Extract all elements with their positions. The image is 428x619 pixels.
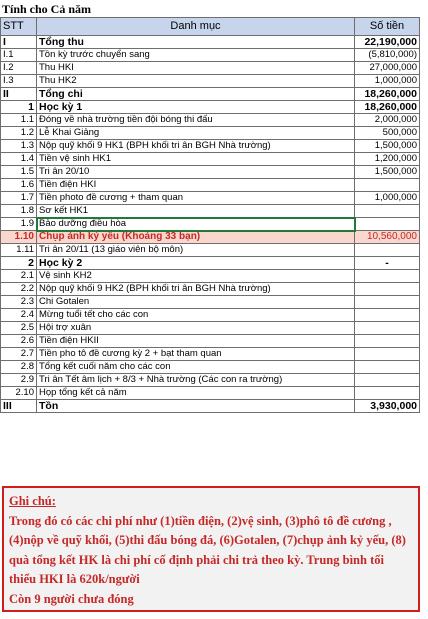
row-stt-cell[interactable]: 1.4 [1,153,37,166]
table-row [1,179,420,192]
row-category-cell[interactable]: Bảo dưỡng điều hòa [37,218,355,231]
row-category-cell[interactable]: Chụp ảnh kỷ yếu (Khoảng 33 bạn) [37,231,355,244]
row-amount-cell[interactable]: 18,260,000 [355,88,420,101]
table-row [1,153,420,166]
table-row [1,101,420,114]
note-footer: Còn 9 người chưa đóng [9,591,134,606]
row-amount-cell[interactable]: 27,000,000 [355,62,420,75]
budget-table [0,17,420,413]
row-stt-cell[interactable]: 2.4 [1,309,37,322]
row-stt-cell[interactable]: 2.9 [1,374,37,387]
table-row [1,88,420,101]
header-stt[interactable]: STT [1,18,37,36]
row-amount-cell[interactable] [355,348,420,361]
row-stt-cell[interactable]: 1 [1,101,37,114]
table-row [1,192,420,205]
row-category-cell[interactable]: Học kỳ 1 [37,101,355,114]
row-stt-cell[interactable]: 1.10 [1,231,37,244]
row-stt-cell[interactable]: 2 [1,257,37,270]
row-amount-cell[interactable]: 22,190,000 [355,36,420,49]
note-box [2,486,420,612]
row-stt-cell[interactable]: 1.5 [1,166,37,179]
row-amount-cell[interactable] [355,296,420,309]
row-category-cell[interactable]: Tồn [37,400,355,413]
sheet-title: Tính cho Cả năm [2,2,92,16]
row-category-cell[interactable]: Tổng kết cuối năm cho các con [37,361,355,374]
row-amount-cell[interactable] [355,205,420,218]
row-amount-cell[interactable]: 2,000,000 [355,114,420,127]
row-amount-cell[interactable]: 1,000,000 [355,75,420,88]
row-amount-cell[interactable] [355,374,420,387]
row-category-cell[interactable]: Thu HK2 [37,75,355,88]
row-stt-cell[interactable]: I.3 [1,75,37,88]
table-row [1,205,420,218]
row-category-cell[interactable]: Tiền photo đề cương + tham quan [37,192,355,205]
row-amount-cell[interactable] [355,218,420,231]
row-stt-cell[interactable]: 1.6 [1,179,37,192]
row-stt-cell[interactable]: 1.3 [1,140,37,153]
row-category-cell[interactable]: Lễ Khai Giảng [37,127,355,140]
row-amount-cell[interactable]: 3,930,000 [355,400,420,413]
row-stt-cell[interactable]: 1.2 [1,127,37,140]
table-row [1,127,420,140]
row-category-cell[interactable]: Thu HKI [37,62,355,75]
row-category-cell[interactable]: Tri ân 20/10 [37,166,355,179]
row-amount-cell[interactable]: 10,560,000 [355,231,420,244]
note-body: Trong đó có các chi phí như (1)tiền điện, (2)vệ sinh, (3)phô tô đề cương , (4)nộp về quỹ khối, (5)thi đấu bóng đá, (6)Gotalen, (7)chụp ảnh kỷ yếu, (8) quà tổng kết HK là chi phí cố định phải chi trả theo kỳ. Trung bình tối thiểu HKI là 620k/người [9,513,406,586]
row-stt-cell[interactable]: 1.1 [1,114,37,127]
row-stt-cell[interactable]: I.1 [1,49,37,62]
note-heading: Ghi chú: [9,494,56,508]
row-amount-cell[interactable]: (5,810,000) [355,49,420,62]
row-amount-cell[interactable] [355,322,420,335]
row-amount-cell[interactable] [355,335,420,348]
row-amount-cell[interactable]: 500,000 [355,127,420,140]
table-row [1,374,420,387]
table-row [1,257,420,270]
table-row [1,387,420,400]
row-category-cell[interactable]: Tiền điện HKI [37,179,355,192]
row-category-cell[interactable]: Tiền điện HKII [37,335,355,348]
table-row [1,348,420,361]
row-stt-cell[interactable]: 2.6 [1,335,37,348]
row-amount-cell[interactable]: 18,260,000 [355,101,420,114]
row-amount-cell[interactable]: - [355,257,420,270]
row-amount-cell[interactable]: 1,500,000 [355,166,420,179]
table-row [1,75,420,88]
row-stt-cell[interactable]: II [1,88,37,101]
row-category-cell[interactable]: Tiền pho tô đề cương kỳ 2 + bạt tham quan [37,348,355,361]
table-row [1,244,420,257]
header-category[interactable]: Danh mục [37,18,355,36]
row-category-cell[interactable]: Tổng chi [37,88,355,101]
row-amount-cell[interactable] [355,244,420,257]
row-amount-cell[interactable] [355,283,420,296]
row-amount-cell[interactable] [355,179,420,192]
table-row [1,62,420,75]
row-stt-cell[interactable]: I.2 [1,62,37,75]
row-stt-cell[interactable]: 2.5 [1,322,37,335]
row-category-cell[interactable]: Tri ân 20/11 (13 giáo viên bộ môn) [37,244,355,257]
row-stt-cell[interactable]: 1.9 [1,218,37,231]
table-row [1,283,420,296]
row-stt-cell[interactable]: 2.8 [1,361,37,374]
row-stt-cell[interactable]: 2.1 [1,270,37,283]
row-stt-cell[interactable]: I [1,36,37,49]
table-row [1,322,420,335]
row-category-cell[interactable]: Tiền vệ sinh HK1 [37,153,355,166]
table-row [1,36,420,49]
table-row [1,140,420,153]
row-category-cell[interactable]: Hội trợ xuân [37,322,355,335]
row-stt-cell[interactable]: 2.2 [1,283,37,296]
row-category-cell[interactable]: Nộp quỹ khối 9 HK1 (BPH khối tri ân BGH Nhà trường) [37,140,355,153]
row-category-cell[interactable]: Mừng tuổi tết cho các con [37,309,355,322]
row-stt-cell[interactable]: 2.10 [1,387,37,400]
row-category-cell[interactable]: Chi Gotalen [37,296,355,309]
row-category-cell[interactable]: Họp tổng kết cả năm [37,387,355,400]
table-row [1,231,420,244]
row-stt-cell[interactable]: 1.11 [1,244,37,257]
row-category-cell[interactable]: Học kỳ 2 [37,257,355,270]
table-row [1,309,420,322]
row-stt-cell[interactable]: 1.8 [1,205,37,218]
row-amount-cell[interactable] [355,361,420,374]
row-category-cell[interactable]: Tổng thu [37,36,355,49]
row-category-cell[interactable]: Đóng về nhà trường tiền đội bóng thi đấu [37,114,355,127]
row-stt-cell[interactable]: 2.7 [1,348,37,361]
row-amount-cell[interactable]: 1,200,000 [355,153,420,166]
row-amount-cell[interactable] [355,387,420,400]
row-category-cell[interactable]: Tồn kỳ trước chuyển sang [37,49,355,62]
row-stt-cell[interactable]: 2.3 [1,296,37,309]
table-row [1,166,420,179]
row-category-cell[interactable]: Nộp quỹ khối 9 HK2 (BPH khối tri ân BGH Nhà trường) [37,283,355,296]
table-row [1,296,420,309]
row-category-cell[interactable]: Vệ sinh KH2 [37,270,355,283]
table-header-row [1,18,420,36]
header-amount[interactable]: Số tiền [355,18,420,36]
row-amount-cell[interactable]: 1,000,000 [355,192,420,205]
row-category-cell[interactable]: Tri ân Tết âm lịch + 8/3 + Nhà trường (Các con ra trường) [37,374,355,387]
row-amount-cell[interactable] [355,270,420,283]
table-row [1,400,420,413]
table-row [1,270,420,283]
row-amount-cell[interactable] [355,309,420,322]
table-row [1,49,420,62]
row-amount-cell[interactable]: 1,500,000 [355,140,420,153]
table-row [1,114,420,127]
table-row [1,361,420,374]
row-stt-cell[interactable]: 1.7 [1,192,37,205]
row-category-cell[interactable]: Sơ kết HK1 [37,205,355,218]
table-row [1,335,420,348]
row-stt-cell[interactable]: III [1,400,37,413]
table-row [1,218,420,231]
